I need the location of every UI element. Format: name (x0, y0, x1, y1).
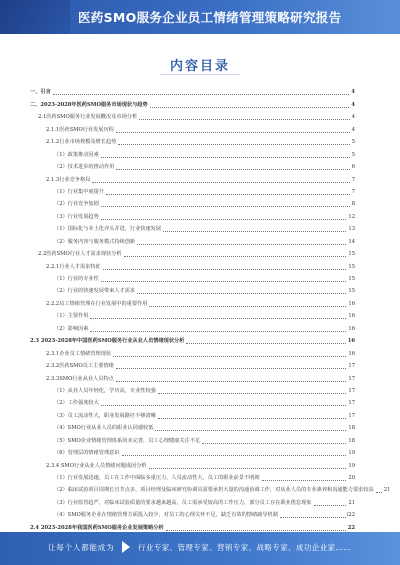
toc-entry-label: 二、2023-2028年医药SMO服务市场现状与趋势 (30, 101, 148, 108)
toc-entry-page: 19 (348, 450, 355, 457)
toc-leader-dots (103, 269, 347, 270)
toc-entry-label: 2.4 2023-2028年我国医药SMO服务企业发展策略分析 (30, 524, 164, 531)
toc-entry[interactable] (30, 235, 355, 247)
toc-entry-label: （4）SMO行业从业人员的职业认同感较低 (54, 425, 154, 432)
toc-leader-dots (106, 194, 350, 195)
toc-entry[interactable] (30, 447, 355, 459)
toc-entry-label: 2.2.2员工情绪管理在行业发展中的重要作用 (46, 300, 148, 307)
toc-entry-page: 14 (348, 238, 355, 245)
toc-entry[interactable] (30, 111, 355, 123)
toc-leader-dots (122, 455, 347, 456)
toc-entry-page: 16 (347, 338, 355, 345)
toc-entry-label: （1）政策推动因素 (54, 151, 99, 158)
toc-leader-dots (202, 443, 346, 444)
toc-entry[interactable] (30, 198, 355, 210)
toc-entry-page: 18 (348, 437, 355, 444)
toc-entry-page: 15 (348, 276, 355, 282)
toc-entry-label: （1）国际化与本土化齐头并进，行业快速发展 (54, 226, 162, 233)
toc-leader-dots (101, 157, 350, 158)
toc-entry-label: （1）行业集中度提升 (54, 188, 104, 195)
toc-leader-dots (116, 132, 350, 133)
toc-leader-dots (116, 169, 349, 170)
toc-entry[interactable] (30, 385, 355, 397)
toc-entry-page: 17 (348, 363, 355, 370)
toc-leader-dots (90, 318, 346, 319)
toc-entry-label: （3）员工流动性大，职业发展路径不够清晰 (54, 412, 156, 419)
toc-entry-label: （1）行业发展迅速，员工在工作中面临多重压力，人员流动性大，员工的职业前景不明朗 (54, 475, 260, 481)
toc-entry-page: 6 (351, 164, 355, 171)
toc-leader-dots (92, 182, 349, 183)
toc-entry[interactable] (30, 297, 355, 309)
toc-entry[interactable] (30, 148, 355, 160)
toc-leader-dots (116, 381, 347, 382)
toc-leader-dots (262, 480, 347, 481)
toc-entry-page: 17 (348, 412, 355, 419)
toc-leader-dots (101, 281, 347, 282)
toc-leader-dots (116, 368, 347, 369)
toc-leader-dots (124, 256, 347, 257)
toc-leader-dots (166, 530, 346, 531)
toc-entry-label: （2）技术进步的推动作用 (54, 164, 115, 171)
toc-entry[interactable] (30, 248, 355, 260)
toc-entry-page: 17 (348, 400, 355, 407)
toc-leader-dots (118, 144, 349, 145)
toc-leader-dots (186, 343, 345, 344)
toc-leader-dots (280, 517, 346, 518)
toc-entry-page: 4 (351, 126, 355, 133)
toc-entry[interactable] (30, 322, 355, 334)
toc-entry-page: 21 (383, 487, 391, 494)
toc-entry[interactable] (30, 273, 355, 285)
toc-entry-label: 一、引言 (30, 89, 51, 96)
toc-entry-label: 2.3 2023-2028年中国医药SMO服务行业从业人员情绪现状分析 (30, 338, 185, 345)
page-header (0, 0, 400, 34)
toc-entry-page: 17 (348, 387, 355, 394)
footer-roles: 行业专家、管理专家、营销专家、战略专家、成功企业家…… (138, 543, 352, 552)
toc-entry-page: 22 (347, 524, 355, 531)
toc-leader-dots (137, 244, 346, 245)
toc-entry[interactable] (30, 161, 355, 173)
toc-entry[interactable] (30, 136, 355, 148)
toc-entry-page: 22 (348, 512, 355, 519)
toc-entry[interactable] (30, 186, 355, 198)
toc-entry[interactable] (30, 422, 355, 434)
toc-entry[interactable] (30, 335, 355, 347)
toc-entry-page: 20 (348, 475, 355, 481)
toc-entry[interactable] (30, 86, 355, 98)
toc-entry[interactable] (30, 210, 355, 222)
toc-entry-page: 12 (348, 213, 355, 220)
toc-entry-page: 18 (348, 425, 355, 432)
toc-entry-label: （5）SMO企业情绪管理体系尚未完善，员工心理健康关注不足 (54, 437, 201, 444)
toc-entry-page: 21 (348, 499, 355, 506)
toc-entry[interactable] (30, 347, 355, 359)
toc-entry-label: 2.2.1行业人才需求特征 (46, 263, 101, 270)
toc-entry-page: 4 (351, 101, 355, 108)
toc-leader-dots (101, 405, 347, 406)
toc-entry-label: 2.1医药SMO服务行业发展概况及市场分析 (38, 114, 138, 121)
toc-heading-underline (160, 74, 240, 75)
toc-leader-dots (90, 331, 346, 332)
toc-entry[interactable] (30, 472, 355, 484)
toc-entry-label: 2.1.1医药SMO行业发展历程 (46, 126, 114, 133)
header-stripe (0, 0, 70, 34)
toc-entry[interactable] (30, 434, 355, 446)
toc-entry-page: 4 (351, 89, 355, 96)
toc-entry-label: （2）临床试验项目周期长且节点多，项目经理及临床研究协调员需要承担大量的沟通协调工作，对从业人员的专业素养和沟通能力要求较高 (54, 487, 374, 494)
toc-entry[interactable] (30, 123, 355, 135)
toc-entry-label: 2.3.4 SMO行业从业人员情绪问题成因分析 (46, 462, 147, 469)
toc-entry-page: 8 (351, 201, 355, 208)
toc-entry-label: 2.1.3行业竞争格局 (46, 176, 91, 183)
toc-entry-label: （3）行业发展趋势 (54, 213, 99, 220)
toc-entry[interactable] (30, 459, 355, 471)
toc-entry-page: 7 (351, 188, 355, 195)
toc-entry-page: 4 (351, 114, 355, 121)
toc-entry-label: 2.1.2行业市场规模及增长趋势 (46, 139, 117, 146)
toc-leader-dots (158, 418, 347, 419)
toc-entry-label: （1）行业的专业性 (54, 276, 99, 282)
toc-leader-dots (101, 206, 350, 207)
toc-entry[interactable] (30, 223, 355, 235)
toc-entry[interactable] (30, 310, 355, 322)
toc-entry-label: 2.2医药SMO行业人才需求现状分析 (38, 251, 122, 258)
toc-leader-dots (150, 107, 350, 108)
toc-entry-page: 16 (348, 313, 355, 320)
report-title: 医药SMO服务企业员工情绪管理策略研究报告 (78, 10, 342, 25)
toc-entry-label: （2）行业的快速发展带来人才需求 (54, 288, 136, 295)
toc-entry-label: （1）主要作用 (54, 313, 89, 320)
toc-entry-label: （2）影响因素 (54, 325, 89, 332)
table-of-contents (30, 86, 391, 546)
toc-leader-dots (376, 492, 382, 493)
toc-entry-page: 19 (348, 462, 355, 469)
toc-entry-label: （6）管理层的情绪管理意识 (54, 450, 120, 457)
toc-entry-page: 16 (348, 350, 355, 357)
toc-leader-dots (137, 293, 346, 294)
toc-entry-label: （2）工作强度较大 (54, 400, 99, 407)
toc-entry[interactable] (30, 285, 355, 297)
toc-entry[interactable] (30, 260, 355, 272)
toc-entry[interactable] (30, 409, 355, 421)
toc-entry-page: 16 (348, 325, 355, 332)
toc-entry[interactable] (30, 98, 355, 110)
toc-leader-dots (314, 505, 347, 506)
toc-entry[interactable] (30, 509, 355, 521)
toc-entry[interactable] (30, 173, 355, 185)
toc-entry-page: 17 (348, 375, 355, 382)
page-number: 1 (346, 512, 350, 518)
toc-entry[interactable] (30, 397, 355, 409)
toc-entry-label: （2）服务内容与服务模式持续创新 (54, 238, 136, 245)
footer-slogan: 让每个人都能成为 (48, 543, 115, 552)
toc-entry[interactable] (30, 360, 355, 372)
toc-leader-dots (158, 393, 347, 394)
toc-entry-label: （3）行业监管趋严，对临床试验质量的要求越来越高，员工需承受较高的工作压力，部分员工存在职业倦怠现象 (54, 499, 312, 506)
toc-leader-dots (149, 306, 346, 307)
toc-entry[interactable] (30, 484, 391, 496)
toc-leader-dots (163, 231, 346, 232)
toc-heading: 内容目录 (169, 59, 230, 74)
toc-entry-page: 15 (348, 251, 355, 258)
toc-leader-dots (155, 430, 346, 431)
toc-entry-label: 2.3.2医药SMO员工主要情绪 (46, 363, 114, 370)
toc-leader-dots (53, 94, 350, 95)
toc-leader-dots (101, 219, 347, 220)
toc-entry[interactable] (30, 372, 355, 384)
toc-entry-label: 2.3.1企业员工情绪管理现状 (46, 350, 112, 357)
toc-entry-page: 5 (351, 139, 355, 146)
toc-entry-label: （4）SMO服务企业在情绪管理方面投入较少，对员工的心理关怀不足，缺乏有效的情绪疏导机制 (54, 512, 278, 519)
arrow-right-icon (122, 541, 130, 553)
toc-leader-dots (113, 356, 346, 357)
toc-entry-page: 15 (348, 263, 355, 270)
toc-leader-dots (149, 468, 347, 469)
toc-entry-page: 16 (348, 300, 355, 307)
toc-entry-label: （2）行业竞争加剧 (54, 201, 99, 208)
toc-entry-label: 2.3.3SMO行业从业人员特点 (46, 375, 114, 382)
page-footer (0, 532, 400, 565)
toc-entry-page: 5 (351, 151, 355, 158)
toc-leader-dots (139, 119, 350, 120)
toc-entry-page: 15 (348, 288, 355, 295)
toc-entry-label: （1）从业人员年轻化，学历高，专业性较强 (54, 387, 156, 394)
toc-entry-page: 13 (348, 226, 355, 233)
toc-entry[interactable] (30, 496, 355, 508)
toc-entry-page: 7 (351, 176, 355, 183)
